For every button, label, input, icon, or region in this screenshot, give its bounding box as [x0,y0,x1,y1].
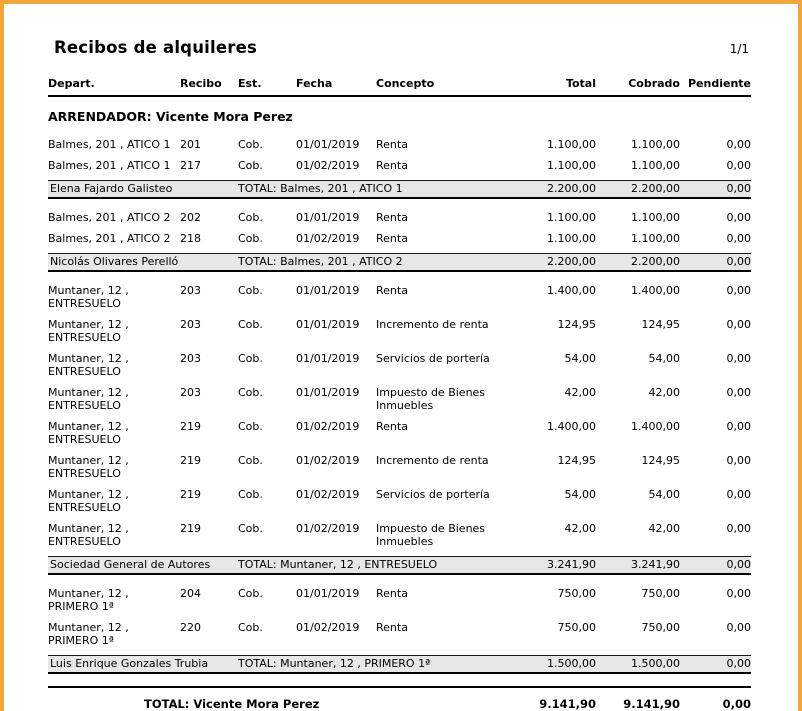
cell-total: 1.400,00 [547,284,596,297]
cell-cobrado: 124,95 [641,454,680,467]
cell-total: 750,00 [557,621,596,634]
cell-fecha: 01/02/2019 [296,454,360,467]
cell-depart: Muntaner, 12 , ENTRESUELO [48,284,129,310]
cell-cobrado: 1.100,00 [631,159,680,172]
cell-fecha: 01/01/2019 [296,386,360,399]
cell-recibo: 203 [180,318,201,331]
cell-cobrado: 1.400,00 [631,420,680,433]
cell-est: Cob. [238,587,263,600]
cell-fecha: 01/01/2019 [296,352,360,365]
subtotal-tenant-name: Nicolás Olivares Perelló [50,255,179,268]
cell-concepto: Incremento de renta [376,454,489,467]
column-header-cobrado: Cobrado [628,77,680,90]
cell-est: Cob. [238,420,263,433]
cell-total: 124,95 [557,454,596,467]
cell-cobrado: 54,00 [648,352,680,365]
cell-depart: Balmes, 201 , ATICO 2 [48,211,171,224]
subtotal-total: 2.200,00 [547,255,596,268]
column-header-est: Est. [238,77,262,90]
receipt-row [48,386,751,412]
column-header-fecha: Fecha [296,77,333,90]
report-title: Recibos de alquileres [54,38,257,57]
cell-pendiente: 0,00 [726,420,751,433]
grand-total-total: 9.141,90 [539,697,596,711]
cell-depart: Balmes, 201 , ATICO 1 [48,138,171,151]
cell-fecha: 01/02/2019 [296,621,360,634]
cell-concepto: Impuesto de Bienes Inmuebles [376,522,486,548]
subtotal-label: TOTAL: Muntaner, 12 , ENTRESUELO [238,558,438,571]
cell-recibo: 220 [180,621,201,634]
subtotal-tenant-name: Sociedad General de Autores [50,558,211,571]
cell-total: 1.400,00 [547,420,596,433]
cell-concepto: Renta [376,138,408,151]
grand-total-pendiente: 0,00 [722,697,751,711]
cell-depart: Muntaner, 12 , ENTRESUELO [48,488,129,514]
subtotal-label: TOTAL: Balmes, 201 , ATICO 2 [238,255,403,268]
cell-depart: Muntaner, 12 , ENTRESUELO [48,420,129,446]
cell-pendiente: 0,00 [726,232,751,245]
cell-pendiente: 0,00 [726,211,751,224]
cell-pendiente: 0,00 [726,621,751,634]
group-subtotal-row [48,556,751,575]
cell-recibo: 219 [180,420,201,433]
cell-concepto: Servicios de portería [376,488,490,501]
receipt-row [48,352,751,378]
cell-est: Cob. [238,352,263,365]
cell-cobrado: 750,00 [641,621,680,634]
subtotal-total: 3.241,90 [547,558,596,571]
cell-total: 1.100,00 [547,232,596,245]
grand-total-row [48,686,751,711]
subtotal-cobrado: 2.200,00 [631,182,680,195]
receipt-row [48,232,751,245]
cell-concepto: Renta [376,284,408,297]
cell-depart: Muntaner, 12 , ENTRESUELO [48,454,129,480]
cell-concepto: Renta [376,621,408,634]
cell-total: 1.100,00 [547,138,596,151]
cell-pendiente: 0,00 [726,587,751,600]
receipt-row [48,420,751,446]
cell-depart: Muntaner, 12 , ENTRESUELO [48,386,129,412]
cell-depart: Muntaner, 12 , ENTRESUELO [48,318,129,344]
column-header-total: Total [565,77,596,90]
cell-pendiente: 0,00 [726,159,751,172]
column-header-pendiente: Pendiente [687,77,751,90]
cell-recibo: 219 [180,522,201,535]
cell-concepto: Impuesto de Bienes Inmuebles [376,386,486,412]
cell-fecha: 01/02/2019 [296,420,360,433]
cell-est: Cob. [238,386,263,399]
cell-depart: Balmes, 201 , ATICO 2 [48,232,171,245]
group-subtotal-row [48,253,751,272]
receipt-row [48,621,751,647]
receipt-row [48,488,751,514]
cell-fecha: 01/01/2019 [296,318,360,331]
cell-est: Cob. [238,488,263,501]
cell-fecha: 01/02/2019 [296,522,360,535]
receipt-row [48,211,751,224]
cell-pendiente: 0,00 [726,138,751,151]
column-header-recibo: Recibo [180,77,222,90]
cell-depart: Muntaner, 12 , PRIMERO 1ª [48,621,129,647]
cell-pendiente: 0,00 [726,488,751,501]
cell-total: 1.100,00 [547,159,596,172]
subtotal-cobrado: 2.200,00 [631,255,680,268]
cell-recibo: 217 [180,159,201,172]
cell-recibo: 203 [180,284,201,297]
cell-fecha: 01/01/2019 [296,138,360,151]
cell-concepto: Servicios de portería [376,352,490,365]
subtotal-pendiente: 0,00 [726,255,751,268]
cell-recibo: 201 [180,138,201,151]
cell-recibo: 204 [180,587,201,600]
subtotal-label: TOTAL: Muntaner, 12 , PRIMERO 1ª [238,657,431,670]
cell-recibo: 203 [180,352,201,365]
receipt-row [48,318,751,344]
cell-recibo: 203 [180,386,201,399]
cell-total: 42,00 [564,386,596,399]
group-subtotal-row [48,180,751,199]
subtotal-pendiente: 0,00 [726,558,751,571]
cell-pendiente: 0,00 [726,454,751,467]
receipt-row [48,522,751,548]
title-bar [54,38,751,57]
cell-fecha: 01/02/2019 [296,159,360,172]
cell-cobrado: 42,00 [648,386,680,399]
cell-est: Cob. [238,232,263,245]
column-header-concepto: Concepto [376,77,435,90]
cell-total: 54,00 [564,488,596,501]
receipt-row [48,587,751,613]
landlord-section-heading: ARRENDADOR: Vicente Mora Perez [48,109,293,124]
subtotal-tenant-name: Luis Enrique Gonzales Trubia [50,657,209,670]
subtotal-total: 1.500,00 [547,657,596,670]
subtotal-cobrado: 3.241,90 [631,558,680,571]
cell-total: 1.100,00 [547,211,596,224]
cell-depart: Balmes, 201 , ATICO 1 [48,159,171,172]
cell-fecha: 01/02/2019 [296,232,360,245]
cell-cobrado: 42,00 [648,522,680,535]
cell-cobrado: 54,00 [648,488,680,501]
cell-pendiente: 0,00 [726,386,751,399]
cell-cobrado: 1.400,00 [631,284,680,297]
cell-concepto: Renta [376,211,408,224]
grand-total-label: TOTAL: Vicente Mora Perez [144,697,320,711]
cell-total: 54,00 [564,352,596,365]
cell-total: 42,00 [564,522,596,535]
cell-est: Cob. [238,159,263,172]
cell-concepto: Renta [376,587,408,600]
subtotal-tenant-name: Elena Fajardo Galisteo [50,182,173,195]
cell-fecha: 01/01/2019 [296,587,360,600]
cell-total: 124,95 [557,318,596,331]
page-indicator: 1/1 [729,42,749,56]
cell-est: Cob. [238,454,263,467]
cell-fecha: 01/01/2019 [296,284,360,297]
cell-pendiente: 0,00 [726,318,751,331]
grand-total-cobrado: 9.141,90 [623,697,680,711]
cell-cobrado: 1.100,00 [631,211,680,224]
cell-total: 750,00 [557,587,596,600]
cell-est: Cob. [238,211,263,224]
cell-depart: Muntaner, 12 , ENTRESUELO [48,352,129,378]
cell-concepto: Renta [376,232,408,245]
cell-cobrado: 1.100,00 [631,138,680,151]
receipt-row [48,284,751,310]
cell-concepto: Renta [376,159,408,172]
cell-fecha: 01/01/2019 [296,211,360,224]
cell-recibo: 218 [180,232,201,245]
cell-recibo: 202 [180,211,201,224]
cell-recibo: 219 [180,454,201,467]
column-header-depart: Depart. [48,77,95,90]
cell-cobrado: 124,95 [641,318,680,331]
subtotal-total: 2.200,00 [547,182,596,195]
subtotal-pendiente: 0,00 [726,657,751,670]
cell-est: Cob. [238,621,263,634]
receipt-row [48,138,751,151]
cell-est: Cob. [238,318,263,331]
cell-est: Cob. [238,284,263,297]
cell-fecha: 01/02/2019 [296,488,360,501]
cell-est: Cob. [238,522,263,535]
group-subtotal-row [48,655,751,674]
cell-est: Cob. [238,138,263,151]
cell-depart: Muntaner, 12 , PRIMERO 1ª [48,587,129,613]
table-body [48,138,751,674]
subtotal-label: TOTAL: Balmes, 201 , ATICO 1 [238,182,403,195]
cell-pendiente: 0,00 [726,284,751,297]
cell-pendiente: 0,00 [726,352,751,365]
cell-recibo: 219 [180,488,201,501]
receipt-row [48,159,751,172]
cell-depart: Muntaner, 12 , ENTRESUELO [48,522,129,548]
report-content [4,4,751,711]
cell-pendiente: 0,00 [726,522,751,535]
cell-cobrado: 1.100,00 [631,232,680,245]
receipt-row [48,454,751,480]
cell-concepto: Incremento de renta [376,318,489,331]
table-header-row [48,77,751,97]
subtotal-pendiente: 0,00 [726,182,751,195]
subtotal-cobrado: 1.500,00 [631,657,680,670]
cell-cobrado: 750,00 [641,587,680,600]
cell-concepto: Renta [376,420,408,433]
